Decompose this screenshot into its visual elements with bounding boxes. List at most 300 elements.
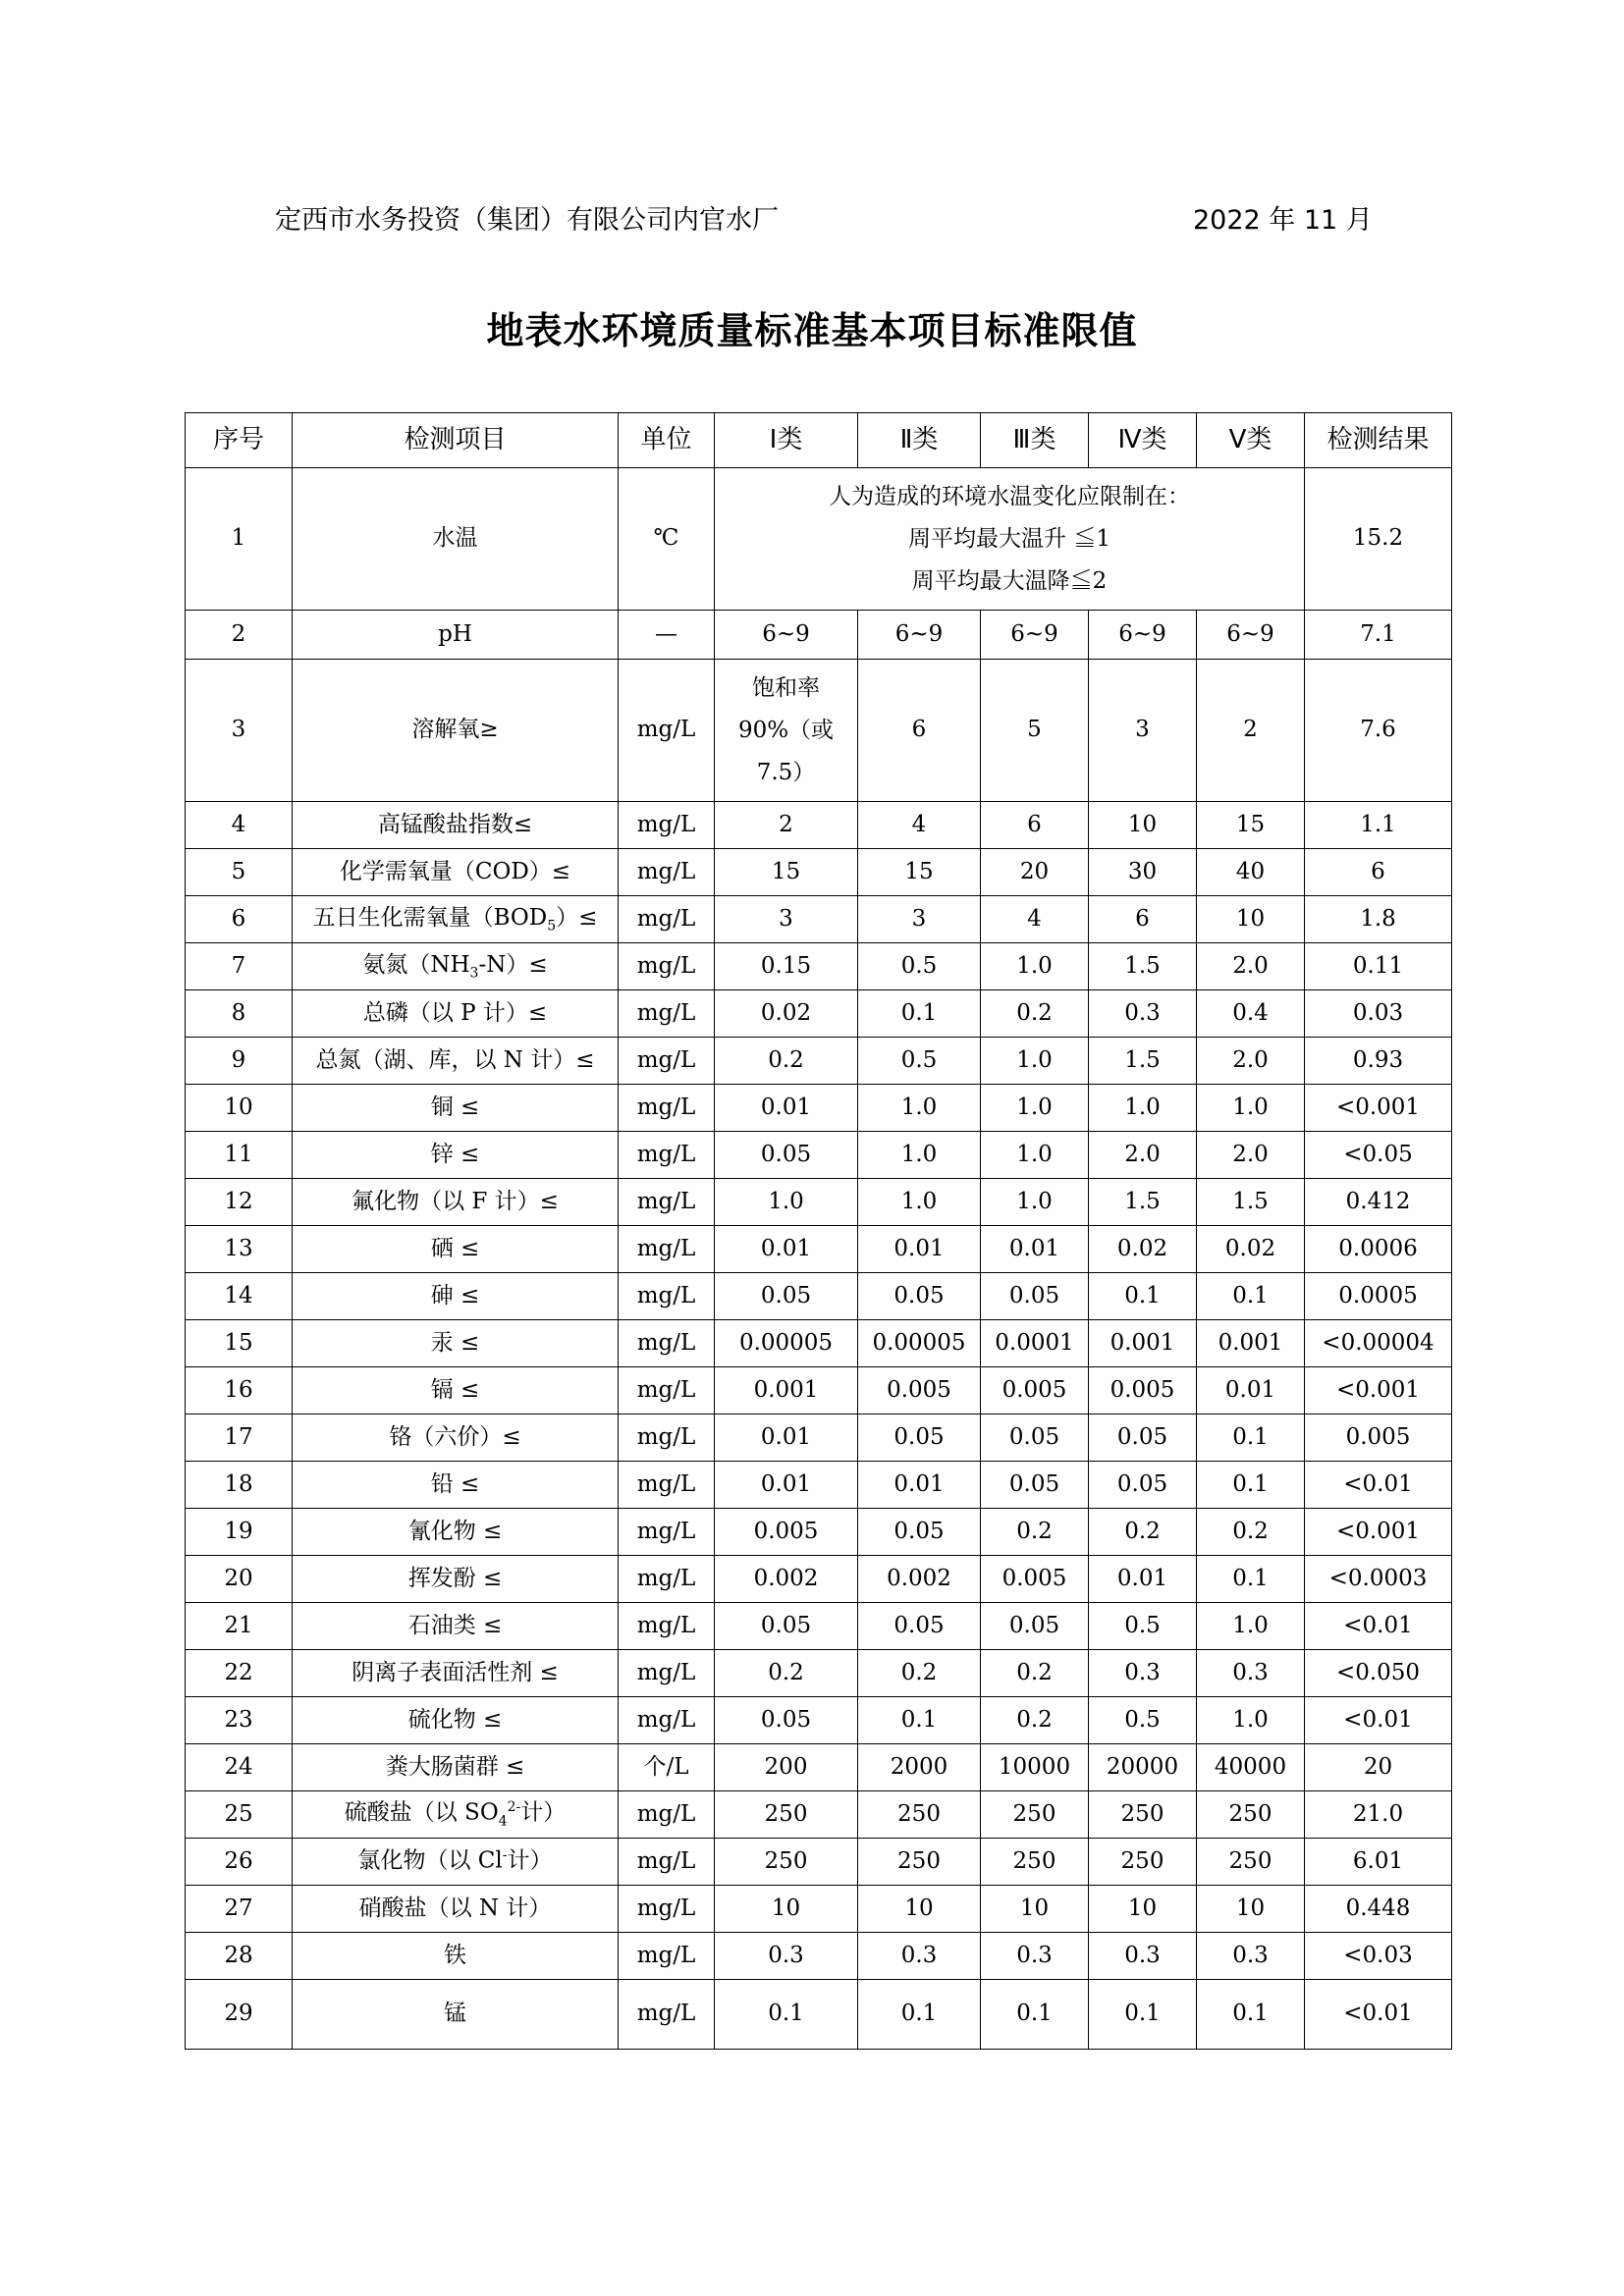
row-number: 13 (186, 1226, 293, 1273)
class-limit: 0.001 (1089, 1320, 1197, 1367)
item-text: 氯化物（以 Cl (357, 1847, 503, 1874)
class-limit: 1.5 (1089, 1179, 1197, 1226)
class-limit: 0.1 (1197, 1462, 1305, 1509)
unit: mg/L (619, 1415, 715, 1462)
class-limit: 0.1 (858, 1697, 981, 1744)
unit: mg/L (619, 1933, 715, 1980)
column-header: Ⅲ类 (981, 413, 1089, 468)
class-limit: 40000 (1197, 1744, 1305, 1791)
item-name (293, 896, 619, 943)
class-limit: 1.5 (1197, 1179, 1305, 1226)
result-value: 15.2 (1305, 468, 1452, 611)
item-name (293, 1791, 619, 1839)
result-value: <0.001 (1305, 1509, 1452, 1556)
row-number: 1 (186, 468, 293, 611)
class-limit: 20000 (1089, 1744, 1197, 1791)
class-limit: 0.3 (1197, 1650, 1305, 1697)
row-number: 17 (186, 1415, 293, 1462)
result-value: <0.001 (1305, 1085, 1452, 1132)
class-limit: 10 (1197, 1886, 1305, 1933)
result-value: <0.0003 (1305, 1556, 1452, 1603)
class-limit: 1.0 (981, 1132, 1089, 1179)
result-value: <0.01 (1305, 1697, 1452, 1744)
unit: mg/L (619, 1320, 715, 1367)
result-value: <0.001 (1305, 1367, 1452, 1415)
row-number: 27 (186, 1886, 293, 1933)
class-limit: 2000 (858, 1744, 981, 1791)
class-limit: 250 (981, 1791, 1089, 1839)
class-limit: 0.01 (1089, 1556, 1197, 1603)
page-title: 地表水环境质量标准基本项目标准限值 (486, 309, 1138, 352)
class-limit: 250 (1089, 1839, 1197, 1886)
row-number: 15 (186, 1320, 293, 1367)
class-limit: 250 (1089, 1791, 1197, 1839)
item-name: 铜 ≤ (293, 1085, 619, 1132)
item-name: 阴离子表面活性剂 ≤ (293, 1650, 619, 1697)
table-header-row (186, 413, 1452, 468)
table-row (186, 1839, 1452, 1886)
unit: mg/L (619, 1462, 715, 1509)
result-value: 21.0 (1305, 1791, 1452, 1839)
table-row (186, 1556, 1452, 1603)
unit: mg/L (619, 849, 715, 896)
row-number: 16 (186, 1367, 293, 1415)
row-number: 4 (186, 802, 293, 849)
item-name: 镉 ≤ (293, 1367, 619, 1415)
class-limit: 0.005 (858, 1367, 981, 1415)
class-limit: 6~9 (1197, 611, 1305, 660)
class-limit: 0.02 (1089, 1226, 1197, 1273)
item-name: 总磷（以 P 计）≤ (293, 990, 619, 1038)
class-limit: 20 (981, 849, 1089, 896)
table-row (186, 660, 1452, 802)
class-limit: 15 (858, 849, 981, 896)
class-limit: 250 (858, 1791, 981, 1839)
unit: mg/L (619, 943, 715, 990)
class-limit: 0.2 (1197, 1509, 1305, 1556)
row-number: 22 (186, 1650, 293, 1697)
row-number: 29 (186, 1980, 293, 2050)
table-row (186, 943, 1452, 990)
class-limit: 0.3 (1197, 1933, 1305, 1980)
class-limit: 0.2 (981, 1650, 1089, 1697)
class-limit: 0.2 (715, 1650, 858, 1697)
class-limit: 1.0 (1197, 1603, 1305, 1650)
item-name: 氰化物 ≤ (293, 1509, 619, 1556)
row-number: 10 (186, 1085, 293, 1132)
class-limit: 250 (715, 1791, 858, 1839)
result-value: 7.1 (1305, 611, 1452, 660)
item-name: 水温 (293, 468, 619, 611)
item-text: 硫酸盐（以 SO (344, 1799, 499, 1826)
class-limit: 0.1 (1089, 1980, 1197, 2050)
unit: mg/L (619, 1980, 715, 2050)
column-header: 单位 (619, 413, 715, 468)
item-name: 溶解氧≥ (293, 660, 619, 802)
class-limit: 0.01 (858, 1462, 981, 1509)
class-limit: 0.3 (715, 1933, 858, 1980)
class-limit: 0.1 (981, 1980, 1089, 2050)
class-limit: 0.002 (858, 1556, 981, 1603)
row-number: 9 (186, 1038, 293, 1085)
unit: mg/L (619, 1791, 715, 1839)
item-name: 砷 ≤ (293, 1273, 619, 1320)
note-line: 人为造成的环境水温变化应限制在： (829, 483, 1190, 509)
result-value: <0.050 (1305, 1650, 1452, 1697)
class-limit: 6 (1089, 896, 1197, 943)
class-limit: 0.05 (858, 1509, 981, 1556)
class-limit: 0.01 (715, 1462, 858, 1509)
row-number: 24 (186, 1744, 293, 1791)
unit: mg/L (619, 1556, 715, 1603)
row-number: 12 (186, 1179, 293, 1226)
class-limit: 0.05 (981, 1415, 1089, 1462)
table-row (186, 611, 1452, 660)
class-limit: 0.05 (715, 1273, 858, 1320)
unit: mg/L (619, 802, 715, 849)
class-limit: 0.2 (981, 1697, 1089, 1744)
table-row (186, 896, 1452, 943)
class-limit: 10 (858, 1886, 981, 1933)
item-name: 挥发酚 ≤ (293, 1556, 619, 1603)
row-number: 18 (186, 1462, 293, 1509)
result-value: 0.93 (1305, 1038, 1452, 1085)
result-value: 0.412 (1305, 1179, 1452, 1226)
class-limit: 6~9 (715, 611, 858, 660)
class-limit: 0.05 (1089, 1462, 1197, 1509)
result-value: 7.6 (1305, 660, 1452, 802)
class-limit: 0.1 (1197, 1273, 1305, 1320)
class-limit: 0.02 (1197, 1226, 1305, 1273)
class-limit: 3 (858, 896, 981, 943)
class-limit: 2.0 (1089, 1132, 1197, 1179)
class-limit: 0.05 (1089, 1415, 1197, 1462)
row-number: 8 (186, 990, 293, 1038)
column-header: 检测项目 (293, 413, 619, 468)
table-row (186, 1320, 1452, 1367)
class-limit: 0.00005 (715, 1320, 858, 1367)
result-value: 1.8 (1305, 896, 1452, 943)
class-limit: 0.1 (1089, 1273, 1197, 1320)
item-name: 硫化物 ≤ (293, 1697, 619, 1744)
item-name: pH (293, 611, 619, 660)
row-number: 2 (186, 611, 293, 660)
water-temperature-note (715, 468, 1305, 611)
table-row (186, 468, 1452, 611)
class-limit: 0.1 (1197, 1415, 1305, 1462)
unit: mg/L (619, 1038, 715, 1085)
class-limit: 10 (981, 1886, 1089, 1933)
class-limit: 4 (858, 802, 981, 849)
column-header: 检测结果 (1305, 413, 1452, 468)
report-date: 2022 年 11 月 (1193, 205, 1373, 236)
row-number: 14 (186, 1273, 293, 1320)
class-limit: 10 (1089, 802, 1197, 849)
class-limit: 1.0 (981, 1085, 1089, 1132)
item-name: 锌 ≤ (293, 1132, 619, 1179)
class-limit: 2 (715, 802, 858, 849)
standard-limits-table (185, 412, 1452, 2050)
unit: mg/L (619, 1179, 715, 1226)
item-name (293, 943, 619, 990)
class-limit: 0.3 (981, 1933, 1089, 1980)
class-limit: 0.1 (858, 990, 981, 1038)
class-limit: 200 (715, 1744, 858, 1791)
class-limit: 1.0 (1089, 1085, 1197, 1132)
class-limit: 0.1 (858, 1980, 981, 2050)
row-number: 25 (186, 1791, 293, 1839)
row-number: 11 (186, 1132, 293, 1179)
class-limit: 0.00005 (858, 1320, 981, 1367)
class-limit: 0.1 (1197, 1980, 1305, 2050)
class-limit: 15 (715, 849, 858, 896)
class-limit: 0.5 (858, 1038, 981, 1085)
class-limit: 4 (981, 896, 1089, 943)
class-limit: 0.0001 (981, 1320, 1089, 1367)
result-value: 0.448 (1305, 1886, 1452, 1933)
result-value: <0.01 (1305, 1603, 1452, 1650)
class-limit: 6~9 (858, 611, 981, 660)
class-limit: 0.01 (981, 1226, 1089, 1273)
table-row (186, 1980, 1452, 2050)
item-name: 氟化物（以 F 计）≤ (293, 1179, 619, 1226)
class-limit: 0.05 (715, 1132, 858, 1179)
class-limit: 0.5 (858, 943, 981, 990)
column-header: 序号 (186, 413, 293, 468)
class-limit: 10000 (981, 1744, 1089, 1791)
unit: mg/L (619, 1273, 715, 1320)
class-limit: 0.3 (1089, 1933, 1197, 1980)
class-limit: 0.05 (981, 1273, 1089, 1320)
table-row (186, 849, 1452, 896)
class-limit: 0.05 (981, 1603, 1089, 1650)
result-value: 0.005 (1305, 1415, 1452, 1462)
class-limit: 0.002 (715, 1556, 858, 1603)
table-row (186, 1886, 1452, 1933)
class-limit: 0.05 (715, 1697, 858, 1744)
class-limit: 1.0 (858, 1179, 981, 1226)
class-limit: 0.2 (981, 990, 1089, 1038)
limit-line: 90%（或 (737, 717, 835, 743)
result-value: 6 (1305, 849, 1452, 896)
row-number: 7 (186, 943, 293, 990)
class-limit: 10 (715, 1886, 858, 1933)
unit: mg/L (619, 1509, 715, 1556)
class-limit: 2 (1197, 660, 1305, 802)
result-value: 20 (1305, 1744, 1452, 1791)
class-limit: 1.0 (858, 1132, 981, 1179)
item-name (293, 1839, 619, 1886)
unit: ℃ (619, 468, 715, 611)
result-value: <0.01 (1305, 1462, 1452, 1509)
class-limit: 0.02 (715, 990, 858, 1038)
class-limit (715, 660, 858, 802)
class-limit: 3 (1089, 660, 1197, 802)
class-limit: 2.0 (1197, 1038, 1305, 1085)
class-limit: 10 (1197, 896, 1305, 943)
table-row (186, 1132, 1452, 1179)
table-row (186, 1791, 1452, 1839)
result-value: 0.0006 (1305, 1226, 1452, 1273)
class-limit: 0.05 (858, 1603, 981, 1650)
class-limit: 250 (1197, 1791, 1305, 1839)
organization-name: 定西市水务投资（集团）有限公司内官水厂 (275, 205, 779, 236)
item-name: 化学需氧量（COD）≤ (293, 849, 619, 896)
unit: mg/L (619, 896, 715, 943)
unit: — (619, 611, 715, 660)
class-limit: 250 (715, 1839, 858, 1886)
column-header: Ⅳ类 (1089, 413, 1197, 468)
column-header: Ⅱ类 (858, 413, 981, 468)
class-limit: 1.5 (1089, 1038, 1197, 1085)
row-number: 20 (186, 1556, 293, 1603)
row-number: 23 (186, 1697, 293, 1744)
unit: mg/L (619, 660, 715, 802)
unit: mg/L (619, 1226, 715, 1273)
class-limit: 15 (1197, 802, 1305, 849)
class-limit: 3 (715, 896, 858, 943)
class-limit: 0.01 (715, 1226, 858, 1273)
table-row (186, 1933, 1452, 1980)
class-limit: 0.005 (715, 1509, 858, 1556)
item-text: 计） (520, 1799, 567, 1826)
class-limit: 0.5 (1089, 1697, 1197, 1744)
result-value: 0.03 (1305, 990, 1452, 1038)
class-limit: 30 (1089, 849, 1197, 896)
item-superscript: 2- (507, 1799, 521, 1816)
column-header: Ⅴ类 (1197, 413, 1305, 468)
class-limit: 0.01 (715, 1085, 858, 1132)
table-row (186, 1226, 1452, 1273)
class-limit: 0.2 (981, 1509, 1089, 1556)
row-number: 6 (186, 896, 293, 943)
row-number: 3 (186, 660, 293, 802)
class-limit: 0.5 (1089, 1603, 1197, 1650)
item-name: 硝酸盐（以 N 计） (293, 1886, 619, 1933)
class-limit: 0.05 (858, 1415, 981, 1462)
class-limit: 1.5 (1089, 943, 1197, 990)
class-limit: 1.0 (715, 1179, 858, 1226)
table-row (186, 1415, 1452, 1462)
class-limit: 0.1 (715, 1980, 858, 2050)
item-subscript: 4 (498, 1813, 508, 1830)
class-limit: 0.2 (1089, 1509, 1197, 1556)
class-limit: 40 (1197, 849, 1305, 896)
item-superscript: - (502, 1847, 508, 1864)
table-row (186, 1367, 1452, 1415)
row-number: 21 (186, 1603, 293, 1650)
item-text: -N）≤ (478, 951, 548, 978)
result-value: <0.05 (1305, 1132, 1452, 1179)
class-limit: 6 (858, 660, 981, 802)
unit: 个/L (619, 1744, 715, 1791)
class-limit: 250 (1197, 1839, 1305, 1886)
result-value: 0.11 (1305, 943, 1452, 990)
class-limit: 0.3 (1089, 990, 1197, 1038)
class-limit: 0.15 (715, 943, 858, 990)
table-row (186, 1744, 1452, 1791)
unit: mg/L (619, 1132, 715, 1179)
class-limit: 0.4 (1197, 990, 1305, 1038)
item-name: 总氮（湖、库，以 N 计）≤ (293, 1038, 619, 1085)
class-limit: 0.05 (858, 1273, 981, 1320)
table-row (186, 1085, 1452, 1132)
class-limit: 6 (981, 802, 1089, 849)
table-row (186, 990, 1452, 1038)
row-number: 26 (186, 1839, 293, 1886)
class-limit: 5 (981, 660, 1089, 802)
class-limit: 1.0 (1197, 1697, 1305, 1744)
table-row (186, 1509, 1452, 1556)
row-number: 19 (186, 1509, 293, 1556)
row-number: 5 (186, 849, 293, 896)
class-limit: 1.0 (981, 943, 1089, 990)
item-text: 五日生化需氧量（BOD (312, 904, 548, 931)
table-row (186, 1179, 1452, 1226)
table-row (186, 1603, 1452, 1650)
result-value: 0.0005 (1305, 1273, 1452, 1320)
item-text: ）≤ (556, 904, 598, 931)
item-name: 石油类 ≤ (293, 1603, 619, 1650)
class-limit: 0.01 (715, 1415, 858, 1462)
note-line: 周平均最大温升 ≦1 (908, 525, 1110, 552)
result-value: 6.01 (1305, 1839, 1452, 1886)
class-limit: 0.05 (981, 1462, 1089, 1509)
table-row (186, 802, 1452, 849)
class-limit: 0.01 (1197, 1367, 1305, 1415)
class-limit: 0.2 (858, 1650, 981, 1697)
result-value: <0.00004 (1305, 1320, 1452, 1367)
class-limit: 250 (981, 1839, 1089, 1886)
class-limit: 0.005 (981, 1367, 1089, 1415)
result-value: <0.01 (1305, 1980, 1452, 2050)
table-row (186, 1697, 1452, 1744)
unit: mg/L (619, 1697, 715, 1744)
item-text: 氨氮（NH (362, 951, 470, 978)
class-limit: 6~9 (1089, 611, 1197, 660)
limit-line: 饱和率 (752, 674, 820, 701)
class-limit: 2.0 (1197, 943, 1305, 990)
unit: mg/L (619, 1839, 715, 1886)
unit: mg/L (619, 1886, 715, 1933)
class-limit: 2.0 (1197, 1132, 1305, 1179)
limit-line: 7.5） (756, 759, 816, 785)
class-limit: 1.0 (981, 1038, 1089, 1085)
class-limit: 1.0 (981, 1179, 1089, 1226)
class-limit: 0.01 (858, 1226, 981, 1273)
class-limit: 0.2 (715, 1038, 858, 1085)
table-row (186, 1462, 1452, 1509)
unit: mg/L (619, 1367, 715, 1415)
item-name: 汞 ≤ (293, 1320, 619, 1367)
item-subscript: 5 (547, 918, 557, 934)
table-row (186, 1273, 1452, 1320)
unit: mg/L (619, 1650, 715, 1697)
result-value: <0.03 (1305, 1933, 1452, 1980)
unit: mg/L (619, 1085, 715, 1132)
class-limit: 1.0 (1197, 1085, 1305, 1132)
item-name: 粪大肠菌群 ≤ (293, 1744, 619, 1791)
note-line: 周平均最大温降≦2 (911, 567, 1108, 594)
class-limit: 10 (1089, 1886, 1197, 1933)
column-header: Ⅰ类 (715, 413, 858, 468)
item-text: 计） (507, 1847, 553, 1874)
unit: mg/L (619, 1603, 715, 1650)
class-limit: 0.05 (715, 1603, 858, 1650)
table-row (186, 1038, 1452, 1085)
class-limit: 0.001 (715, 1367, 858, 1415)
item-name: 高锰酸盐指数≤ (293, 802, 619, 849)
